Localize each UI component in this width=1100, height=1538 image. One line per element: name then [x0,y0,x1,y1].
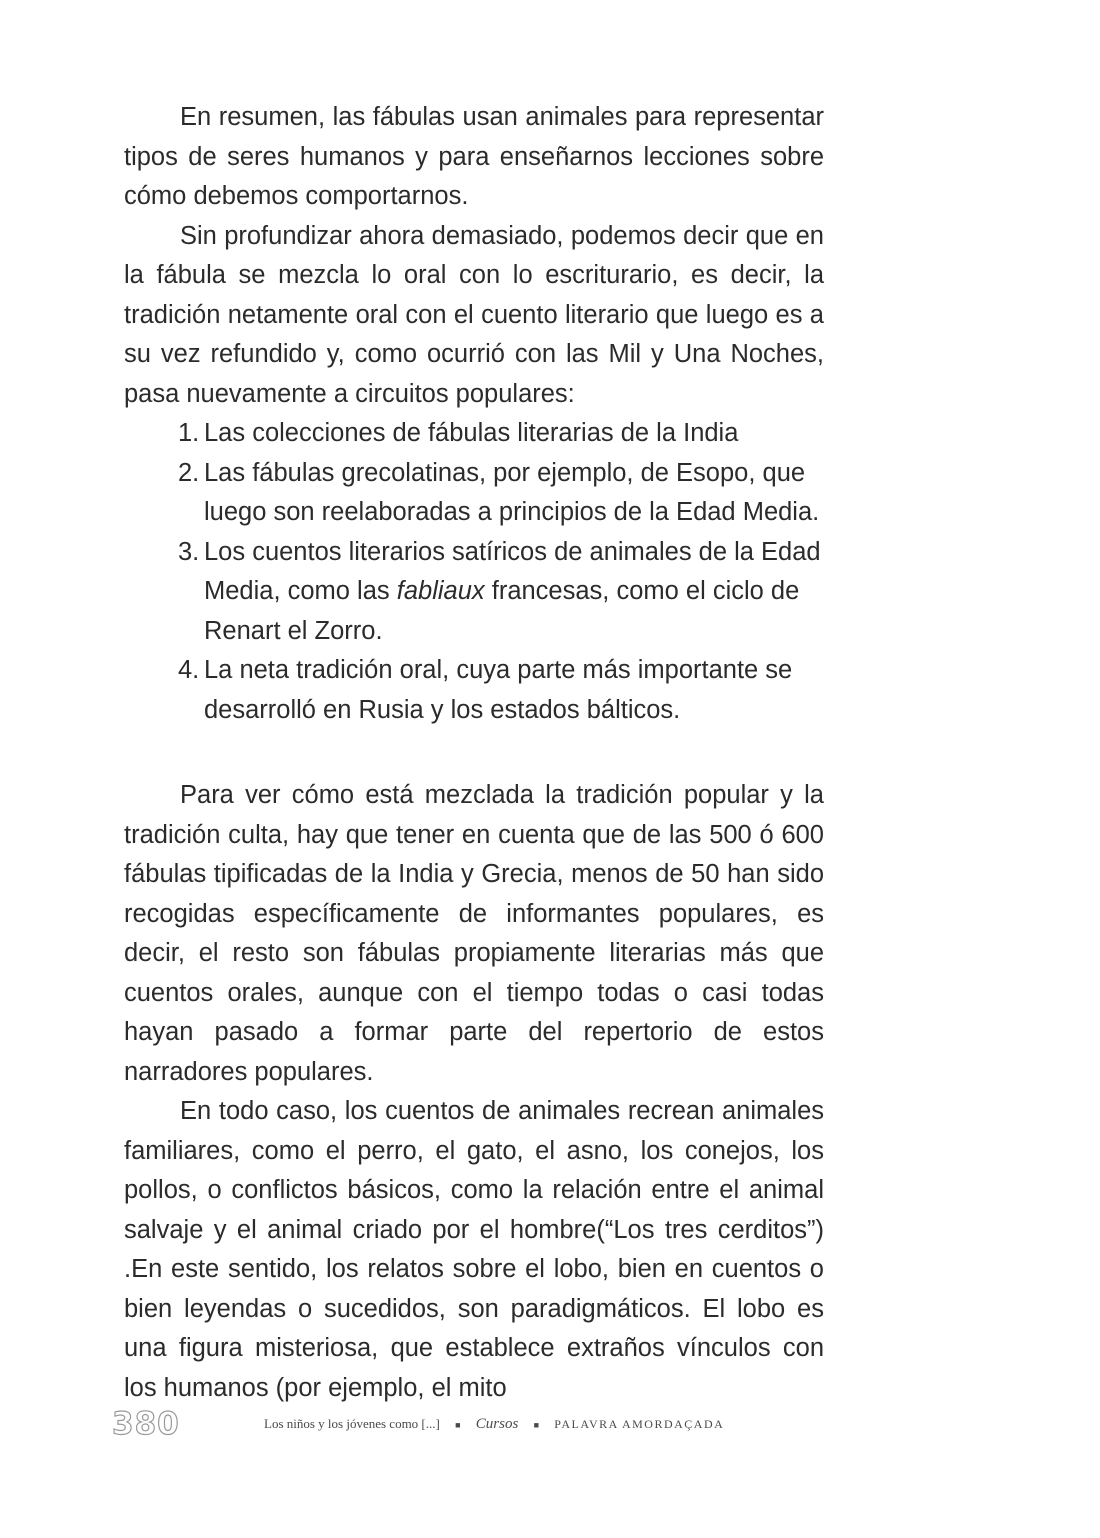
publisher-name: PALAVRA AMORDAÇADA [554,1417,725,1431]
running-title: Los niños y los jóvenes como [...] [264,1416,440,1431]
fable-sources-list [124,414,824,730]
list-item-text: Las colecciones de fábulas literarias de la India [204,419,739,447]
paragraph-popular-tradition: Para ver cómo está mezclada la tradición popular y la tradición culta, hay que tener en cuenta que de las 500 ó 600 fábulas tipificadas de la India y Grecia, menos de 50 han sido recogidas específicamente de informantes populares, es decir, el resto son fábulas propiamente literarias más que cuentos orales, aunque con el tiempo todas o casi todas hayan pasado a formar parte del repertorio de estos narradores populares. [124,781,824,1086]
list-item-number: 1. [178,419,200,447]
list-item [124,651,824,730]
text-block-bottom [124,776,824,1408]
footer-separator: ■ [533,1420,539,1431]
list-item [124,454,824,533]
list-item-number: 4. [178,656,200,684]
footer-separator: ■ [455,1420,461,1431]
paragraph-oral-written: Sin profundizar ahora demasiado, podemos decir que en la fábula se mezcla lo oral con lo escriturario, es decir, la tradición netamente oral con el cuento literario que luego es a su vez refundido y, como ocurrió con las Mil y Una Noches, pasa nuevamente a circuitos populares: [124,221,824,408]
list-item-number: 3. [178,537,200,566]
list-item-text-continued: francesas, como el ciclo de Renart el Zorro. [204,577,800,645]
list-item [124,533,824,652]
page-footer [112,1406,824,1442]
running-footer [264,1414,824,1435]
list-item-text: Las fábulas grecolatinas, por ejemplo, de Esopo, que luego son reelaboradas a principios de la Edad Media. [204,458,820,526]
page-number: 380 [112,1406,180,1442]
text-block-top [124,98,824,730]
paragraph-animal-tales: En todo caso, los cuentos de animales recrean animales familiares, como el perro, el gato, el asno, los conejos, los pollos, o conflictos básicos, como la relación entre el animal salvaje y el animal criado por el hombre(“Los tres cerditos”) .En este sentido, los relatos sobre el lobo, bien en cuentos o bien leyendas o sucedidos, son paradigmáticos. El lobo es una figura misteriosa, que establece extraños vínculos con los humanos (por ejemplo, el mito [124,1097,824,1402]
list-item-text: La neta tradición oral, cuya parte más importante se desarrolló en Rusia y los estados bálticos. [204,656,793,724]
series-name: Cursos [475,1416,519,1432]
list-item [124,414,824,454]
paragraph-summary: En resumen, las fábulas usan animales para representar tipos de seres humanos y para enseñarnos lecciones sobre cómo debemos comportarnos. [124,103,824,210]
list-item-text: Los cuentos literarios satíricos de animales de la Edad Media, como las [204,537,821,605]
list-item-emphasis: fabliaux [396,577,485,605]
list-item-number: 2. [178,458,200,487]
